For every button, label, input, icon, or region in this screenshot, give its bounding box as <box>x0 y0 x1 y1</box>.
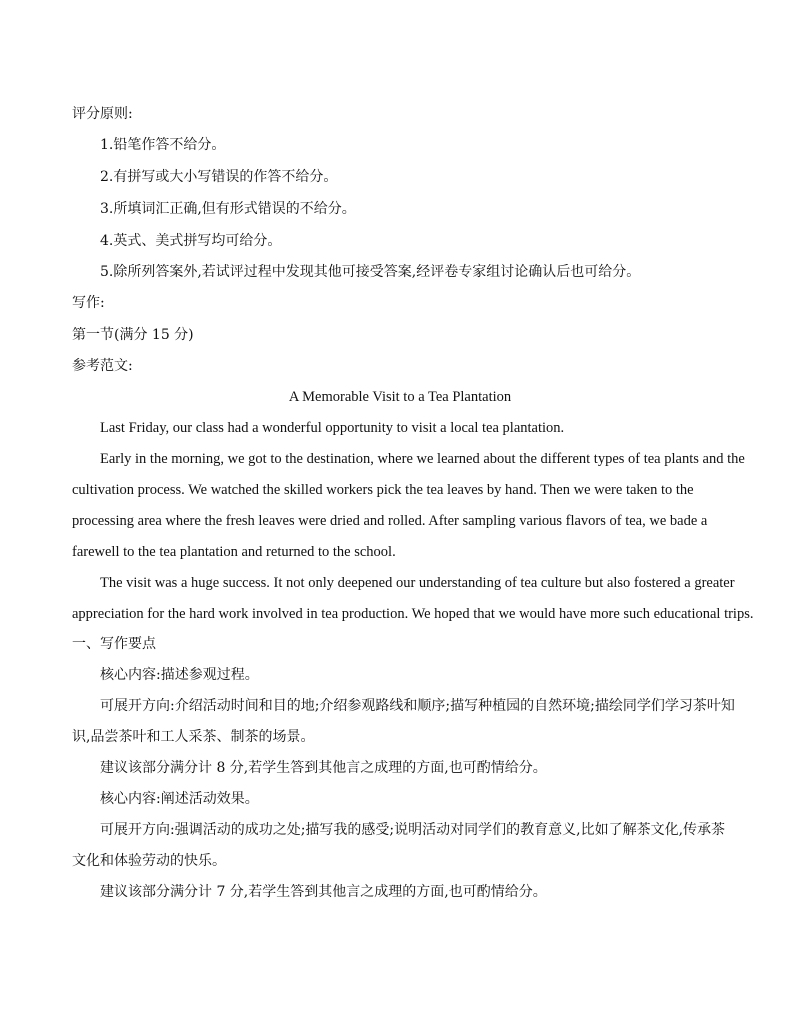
grading-rule-1: 1.铅笔作答不给分。 <box>100 137 226 153</box>
essay-paragraph-2-line-4: farewell to the tea plantation and returned to the school. <box>72 544 396 560</box>
writing-heading: 写作: <box>72 295 105 311</box>
writing-points-heading: 一、写作要点 <box>72 636 156 652</box>
grading-rule-5: 5.除所列答案外,若试评过程中发现其他可接受答案,经评卷专家组讨论确认后也可给分。 <box>100 264 641 280</box>
expansion-2-line-1: 可展开方向:强调活动的成功之处;描写我的感受;说明活动对同学们的教育意义,比如了解茶文化,传承茶 <box>100 822 726 838</box>
grading-rule-4: 4.英式、美式拼写均可给分。 <box>100 233 282 249</box>
score-note-1: 建议该部分满分计 8 分,若学生答到其他言之成理的方面,也可酌情给分。 <box>100 760 547 776</box>
grading-rule-3: 3.所填词汇正确,但有形式错误的不给分。 <box>100 201 356 217</box>
core-content-2: 核心内容:阐述活动效果。 <box>100 791 259 807</box>
expansion-1-line-2: 识,品尝茶叶和工人采茶、制茶的场景。 <box>72 729 315 745</box>
essay-paragraph-2-line-3: processing area where the fresh leaves were dried and rolled. After sampling various flavors of tea, we bade a <box>72 513 708 529</box>
essay-paragraph-2-line-2: cultivation process. We watched the skilled workers pick the tea leaves by hand. Then we were taken to the <box>72 482 694 498</box>
grading-heading: 评分原则: <box>72 106 133 122</box>
essay-paragraph-3-line-1: The visit was a huge success. It not only deepened our understanding of tea culture but also fostered a greater <box>100 575 735 591</box>
essay-paragraph-1: Last Friday, our class had a wonderful opportunity to visit a local tea plantation. <box>100 420 565 436</box>
sample-essay-label: 参考范文: <box>72 358 133 374</box>
writing-section: 第一节(满分 15 分) <box>72 327 194 343</box>
essay-paragraph-2-line-1: Early in the morning, we got to the destination, where we learned about the different types of tea plants and the <box>100 451 745 467</box>
expansion-1-line-1: 可展开方向:介绍活动时间和目的地;介绍参观路线和顺序;描写种植园的自然环境;描绘同学们学习茶叶知 <box>100 698 735 714</box>
core-content-1: 核心内容:描述参观过程。 <box>100 667 259 683</box>
score-note-2: 建议该部分满分计 7 分,若学生答到其他言之成理的方面,也可酌情给分。 <box>100 884 547 900</box>
essay-paragraph-3-line-2: appreciation for the hard work involved in tea production. We hoped that we would have more such educational trips. <box>72 606 754 622</box>
expansion-2-line-2: 文化和体验劳动的快乐。 <box>72 853 226 869</box>
grading-rule-2: 2.有拼写或大小写错误的作答不给分。 <box>100 169 338 185</box>
essay-title: A Memorable Visit to a Tea Plantation <box>288 389 512 405</box>
